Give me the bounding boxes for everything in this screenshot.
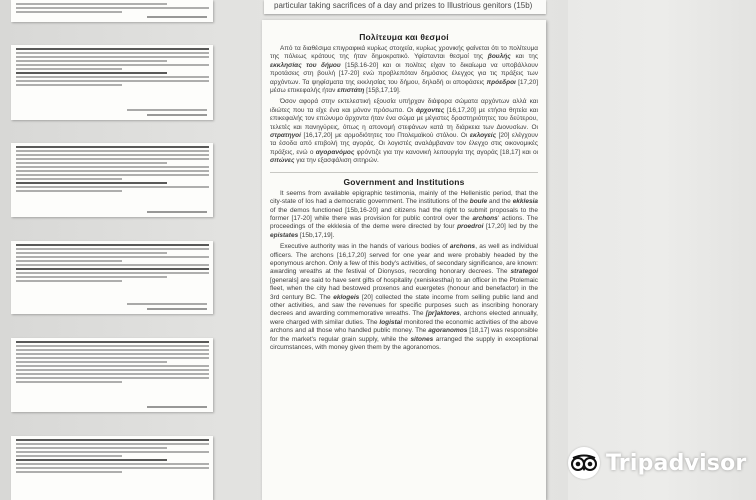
wall-right: [568, 0, 756, 500]
artifact-label: [11, 338, 213, 412]
english-title: Government and Institutions: [343, 176, 465, 187]
artifact-label: [11, 0, 213, 22]
english-paragraph: Executive authority was in the hands of various bodies of archons, as well as individual officers. The archons [16,17,20] served for one year and were probably headed by the eponymous archon. Only a few of this body's activities, of secondary significance, are known: awarding wreaths at the festival of Dionysos, recording honorary decrees. The strategoi [generals] are said to have sent gifts of hospitality (xeniskesthai) to an officer in the Ptolemaic fleet, when the city had bestowed proxenos and euergetes (honour and benefactor) in the 3rd century BC. The eklogeis [20] collected the state income from selling public land and other activities, and saw the revenues for specific purposes such as inscribing honorary decrees and awarding commemorative wreaths. The [pr]aktores, archons elected annually, were charged with similar duties. The logistai monitored the economic activities of the above archons and all those who handled public money. The agoranomos [18,17] was responsible for the market's regular grain supply, while the sitones arranged the supply in exceptional circumstances, with money given them by the agoranomos.: [270, 243, 539, 351]
greek-paragraph: Από τα διαθέσιμα επιγραφικά κυρίως στοιχεία, κυρίως χρονικής φαίνεται ότι το πολίτευμα της πόλεως κράτους της ήταν δημοκρατικό. Υφίστανται θεσμοί της βουλής και της εκκλησίας του δήμου [15β.16-20] και οι πολίτες είχαν το δικαίωμα να υποβάλλουν προτάσεις στη βουλή [17-20] ενώ προβλεπόταν δημόσιος έλεγχος για τις πράξεις των αρχόντων. Τα ψηφίσματα της εκκλησίας του δήμου, δηλαδή οι αποφάσεις πρόεδροι [17,20] μέσω επικεφαλής ήταν επιστάτη [15β,17,19].: [270, 45, 538, 95]
upper-panel-text: particular taking sacrifices of a day and prizes to Illustrious genitors (15b): [274, 1, 533, 10]
artifact-label: [11, 241, 213, 314]
artifact-label: [11, 143, 213, 217]
watermark-brand: Tripadvisor: [606, 450, 747, 476]
artifact-label: [11, 45, 213, 120]
english-paragraph: It seems from available epigraphic testimonia, mainly of the Hellenistic period, that the city-state of Ios had a democratic government. The institutions of the boule and the ekklesia of the demos functioned [15b,16-20] and citizens had the right to submit proposals to the former [17-20] while there was provision for public control over the archons' actions. The proceedings of the ekklesia of the deme were directed by four proedroi [17,20] led by the epistates [15b,17,19].: [270, 189, 538, 239]
owl-eyes-icon: [568, 447, 600, 479]
bilingual-text-panel: [262, 20, 546, 500]
artifact-label: [11, 436, 213, 500]
tripadvisor-watermark: [568, 446, 746, 480]
greek-title: Πολίτευμα και θεσμοί: [359, 32, 449, 42]
greek-paragraph: Όσον αφορά στην εκτελεστική εξουσία υπήρχαν διάφορα σώματα αρχόντων αλλά και ιδιώτες που τα είχε ένα και μόνον πρόσωπο. Οι άρχοντες [16,17,20] με ετήσια θητεία και επικεφαλής τον επώνυμο άρχοντα ήταν ένα σώμα με μέγιστες δραστηριότητες του δεύτερου, τελετές και πανηγύρεις, όπως η απονομή στεφάνων κατά τη διάρκεια των Διονυσίων. Οι στρατηγοί [16,17,20] με αρμοδιότητες του Πτολεμαϊκού στόλου. Οι εκλογείς [20] ελέγχουν τα έσοδα από επιβολή της αγοράς. Οι λογιστές αναλάμβαναν τον έλεγχο στις οικονομικές πράξεις, ενώ ο αγορανόμος φρόντιζε για την κανονική λειτουργία της αγοράς [18,17] και οι σιτώνες για την εξασφάλιση σιτηρών.: [270, 98, 539, 165]
upper-panel-edge: [264, 0, 546, 14]
